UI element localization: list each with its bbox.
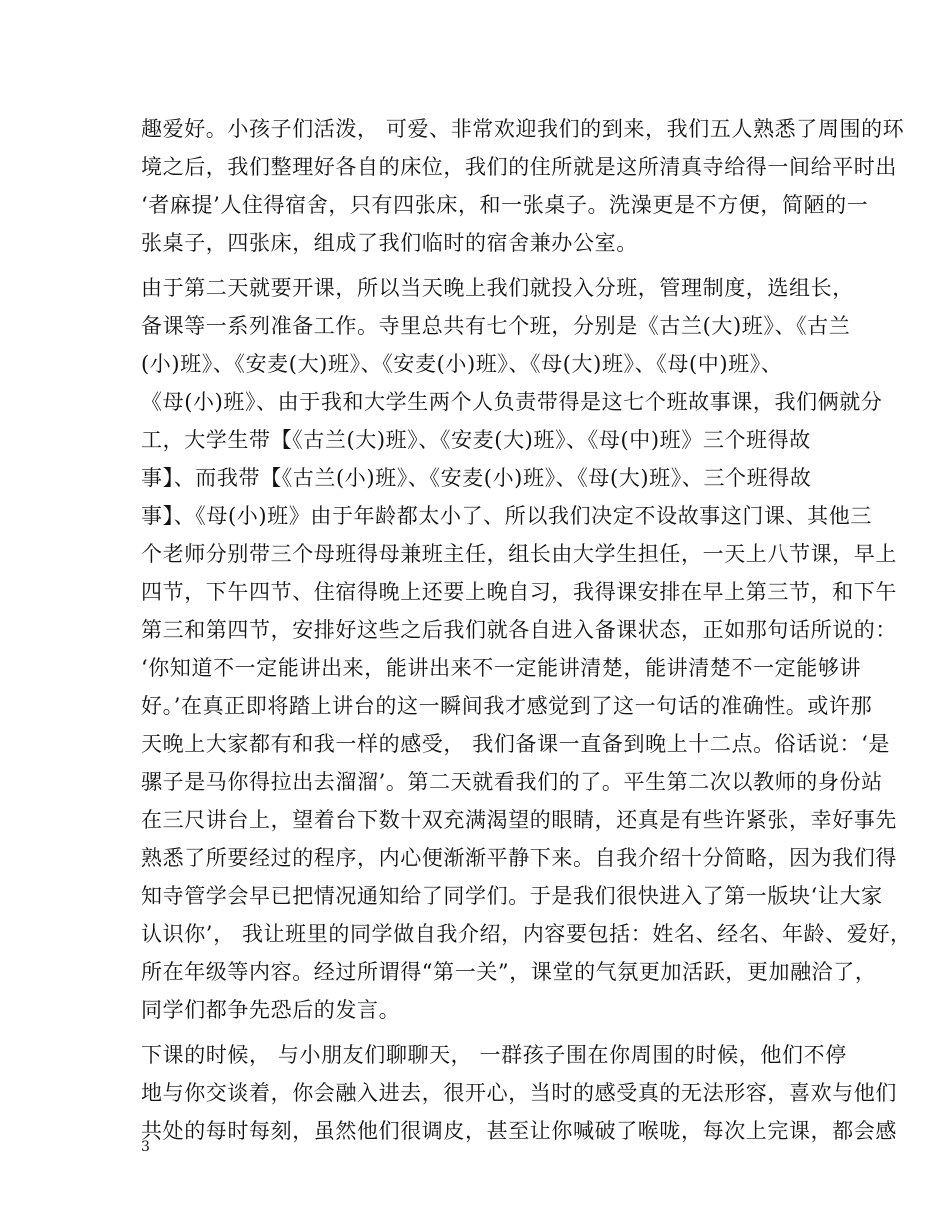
text-line: 个老师分别带三个母班得母兼班主任，组长由大学生担任，一天上八节课，早上 [141, 542, 897, 566]
paragraph [141, 110, 905, 262]
text-line: 所在年级等内容。经过所谓得“第一关”，课堂的气氛更加活跃，更加融洽了， [141, 960, 877, 984]
text-line: 好。’在真正即将踏上讲台的这一瞬间我才感觉到了这一句话的准确性。或许那 [141, 694, 873, 718]
text-line: 张桌子，四张床，组成了我们临时的宿舍兼办公室。 [141, 231, 638, 255]
text-line: 天晚上大家都有和我一样的感受， 我们备课一直备到晚上十二点。俗话说：‘是 [141, 732, 890, 756]
body-text [141, 110, 912, 1150]
text-line: 共处的每时每刻，虽然他们很调皮，甚至让你喊破了喉咙，每次上完课，都会感 [141, 1119, 897, 1143]
text-line: 趣爱好。小孩子们活泼， 可爱、非常欢迎我们的到来，我们五人熟悉了周围的环 [141, 117, 905, 141]
text-line: 在三尺讲台上，望着台下数十双充满渴望的眼睛，还真是有些许紧张，幸好事先 [141, 808, 897, 832]
text-line: 下课的时候， 与小朋友们聊聊天， 一群孩子围在你周围的时候，他们不停 [141, 1043, 847, 1067]
text-line: 熟悉了所要经过的程序，内心便渐渐平静下来。自我介绍十分简略，因为我们得 [141, 846, 897, 870]
page-number: 3 [141, 1139, 150, 1155]
text-line: (小)班》、《安麦(大)班》、《安麦(小)班》、《母(大)班》、《母(中)班》、 [141, 352, 783, 376]
text-line: 地与你交谈着，你会融入进去，很开心，当时的感受真的无法形容，喜欢与他们 [141, 1081, 897, 1105]
text-line: 事】、《母(小)班》由于年龄都太小了、所以我们决定不设故事这门课、其他三 [141, 504, 872, 528]
paragraph [141, 269, 912, 1029]
paragraph [141, 1036, 897, 1150]
text-line: 第三和第四节，安排好这些之后我们就各自进入备课状态，正如那句话所说的： [141, 618, 897, 642]
paragraph-spacer [141, 1029, 831, 1036]
text-line: 《母(小)班》、由于我和大学生两个人负责带得是这七个班故事课，我们俩就分 [141, 390, 883, 414]
paragraph-spacer [141, 262, 831, 269]
text-line: 同学们都争先恐后的发言。 [141, 998, 401, 1022]
text-line: 认识你’， 我让班里的同学做自我介绍，内容要包括：姓名、经名、年龄、爱好， [141, 922, 912, 946]
text-line: 骡子是马你得拉出去溜溜’。第二天就看我们的了。平生第二次以教师的身份站 [141, 770, 883, 794]
text-line: 事】、而我带【《古兰(小)班》、《安麦(小)班》、《母(大)班》、三个班得故 [141, 466, 812, 490]
text-line: 知寺管学会早已把情况通知给了同学们。于是我们很快进入了第一版块‘让大家 [141, 884, 883, 908]
text-line: ‘者麻提’人住得宿舍，只有四张床，和一张桌子。洗澡更是不方便，简陋的一 [141, 193, 869, 217]
text-line: 由于第二天就要开课，所以当天晚上我们就投入分班，管理制度，选组长， [141, 276, 854, 300]
text-line: 境之后，我们整理好各自的床位，我们的住所就是这所清真寺给得一间给平时出 [141, 155, 897, 179]
text-line: 四节，下午四节、住宿得晚上还要上晚自习，我得课安排在早上第三节，和下午 [141, 580, 897, 604]
text-line: 备课等一系列准备工作。寺里总共有七个班，分别是《古兰(大)班》、《古兰 [141, 314, 851, 338]
text-line: ‘你知道不一定能讲出来，能讲出来不一定能讲清楚，能讲清楚不一定能够讲 [141, 656, 862, 680]
text-line: 工，大学生带【《古兰(大)班》、《安麦(大)班》、《母(中)班》三个班得故 [141, 428, 811, 452]
